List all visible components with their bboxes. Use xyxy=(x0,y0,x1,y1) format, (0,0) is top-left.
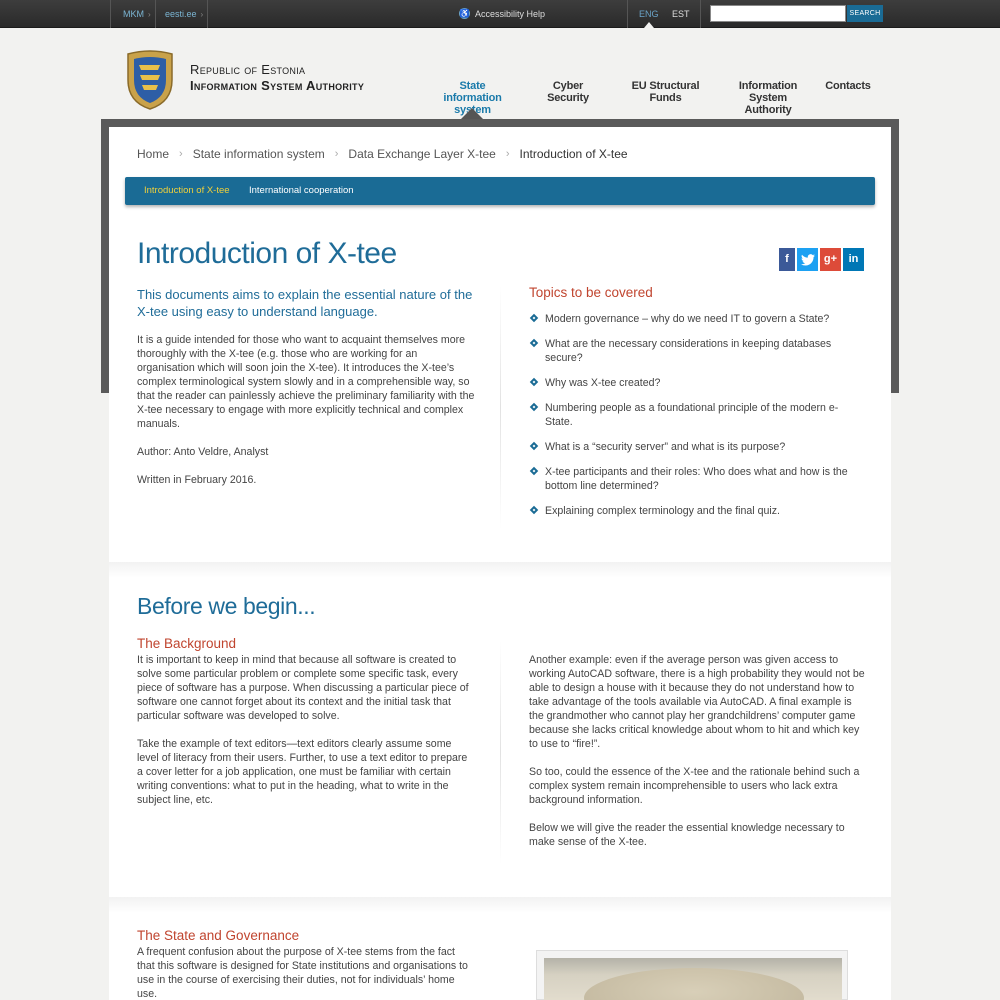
nav-eu-structural-funds[interactable] xyxy=(618,80,713,104)
topbar-link-mkm[interactable]: MKM › xyxy=(123,9,151,19)
lang-pointer xyxy=(644,22,654,28)
arrow-icon: › xyxy=(148,10,151,19)
state-paragraph-1: A frequent confusion about the purpose of X-tee stems from the fact that this software is designed for State institutions and organisations to use in the course of exercising their duties, not for individuals’ home use. xyxy=(137,946,468,1000)
breadcrumb-xtee[interactable]: Data Exchange Layer X-tee xyxy=(348,147,496,161)
nav-label: Information xyxy=(738,80,798,92)
arrow-icon: › xyxy=(200,10,204,19)
column-divider xyxy=(500,285,501,530)
nav-label: System Authority xyxy=(744,92,792,116)
breadcrumb xyxy=(137,147,628,161)
estonia-coat-of-arms-logo[interactable] xyxy=(122,50,178,110)
search-button[interactable]: SEARCH xyxy=(847,5,883,22)
diamond-bullet-icon xyxy=(530,378,538,386)
accessibility-label: Accessibility Help xyxy=(475,8,546,19)
topic-item: Explaining complex terminology and the final quiz. xyxy=(529,504,864,518)
topic-item: What is a “security server” and what is its purpose? xyxy=(529,440,864,454)
state-governance-title: The State and Governance xyxy=(137,928,300,943)
diamond-bullet-icon xyxy=(530,506,538,514)
topic-item: Modern governance – why do we need IT to govern a State? xyxy=(529,312,864,326)
topbar-divider xyxy=(155,0,156,28)
topic-item: What are the necessary considerations in keeping databases secure? xyxy=(529,337,864,365)
chevron-right-icon: › xyxy=(505,148,510,160)
search-input[interactable] xyxy=(710,5,846,22)
written-date: Written in February 2016. xyxy=(137,474,257,486)
topbar-divider xyxy=(627,0,628,28)
background-paragraph-4: So too, could the essence of the X-tee and the rationale behind such a complex system remain incomprehensible to users who lack extra background information. xyxy=(529,766,860,806)
accessibility-icon: ♿ xyxy=(459,9,470,18)
lang-eng[interactable]: ENG xyxy=(639,9,659,19)
subnav-introduction[interactable]: Introduction of X-tee xyxy=(144,185,230,196)
nav-label: EU Structural Funds xyxy=(631,80,700,104)
topic-item: Numbering people as a foundational principle of the modern e-State. xyxy=(529,401,864,429)
author-text: Author: Anto Veldre, Analyst xyxy=(137,446,269,458)
lang-est[interactable]: EST xyxy=(672,9,690,19)
twitter-share-icon[interactable] xyxy=(797,248,818,271)
diamond-bullet-icon xyxy=(530,442,538,450)
nav-label: Contacts xyxy=(825,80,871,92)
topbar-divider xyxy=(207,0,208,28)
before-title: Before we begin... xyxy=(137,593,316,619)
linkedin-share-icon[interactable]: in xyxy=(843,248,864,271)
sub-navigation xyxy=(125,177,875,205)
chevron-right-icon: › xyxy=(334,148,339,160)
subnav-international-cooperation[interactable]: International cooperation xyxy=(249,185,354,196)
diamond-bullet-icon xyxy=(530,314,538,322)
nav-label: State xyxy=(459,80,486,92)
nav-label: information system xyxy=(443,92,502,116)
nav-active-pointer xyxy=(461,108,483,119)
background-paragraph-2: Take the example of text editors—text editors clearly assume some level of literacy from their users. Further, to use a text editor to prepare a cover letter for a job application, one must be familiar with certain writing conventions: what to put in the heading, what to write in the subject line, etc. xyxy=(137,738,468,806)
nav-label: Cyber Security xyxy=(547,80,589,104)
diamond-bullet-icon xyxy=(530,403,538,411)
nav-cyber-security[interactable] xyxy=(532,80,604,104)
background-title: The Background xyxy=(137,636,237,651)
clay-tablet-image xyxy=(544,958,842,1000)
page-title: Introduction of X-tee xyxy=(137,237,397,270)
facebook-share-icon[interactable]: f xyxy=(779,248,795,271)
logo-text[interactable] xyxy=(190,62,364,93)
diamond-bullet-icon xyxy=(530,339,538,347)
topic-item: Why was X-tee created? xyxy=(529,376,864,390)
topbar-divider xyxy=(110,0,111,28)
breadcrumb-state-information-system[interactable]: State information system xyxy=(192,147,325,161)
logo-line1: Republic of Estonia xyxy=(190,62,306,77)
topbar-link-eesti[interactable]: eesti.ee › xyxy=(165,9,204,19)
background-paragraph-1: It is important to keep in mind that because all software is created to solve some particular problem or complete some specific task, every piece of software has a purpose. When discussing a particular piece of software one cannot forget about its context and the initial task that particular software was developed to solve. xyxy=(137,654,469,722)
breadcrumb-home[interactable]: Home xyxy=(137,147,170,161)
googleplus-share-icon[interactable]: g+ xyxy=(820,248,841,271)
section-separator xyxy=(109,897,891,913)
breadcrumb-current: Introduction of X-tee xyxy=(519,147,628,161)
top-bar xyxy=(0,0,1000,28)
lead-text: This documents aims to explain the essential nature of the X-tee using easy to understand language. xyxy=(137,287,473,319)
intro-paragraph: It is a guide intended for those who want to acquaint themselves more thoroughly with the X-tee (e.g. those who are working for an organisation which will soon join the X-tee). It introduces the X-tee’s complex terminological system slowly and in a comprehensible way, so that the reader can painlessly achieve the preliminary familiarity with the X-tee necessary to engage with more explicitly technical and complex manuals. xyxy=(137,334,475,430)
background-paragraph-5: Below we will give the reader the essential knowledge necessary to make sense of the X-tee. xyxy=(529,822,845,848)
nav-information-system-authority[interactable] xyxy=(725,80,811,116)
topic-item: X-tee participants and their roles: Who does what and how is the bottom line determined? xyxy=(529,465,864,493)
column-divider xyxy=(500,640,501,865)
topbar-divider xyxy=(700,0,701,28)
section-separator xyxy=(109,562,891,578)
nav-contacts[interactable] xyxy=(822,80,874,92)
accessibility-help-link[interactable] xyxy=(459,8,545,19)
chevron-right-icon: › xyxy=(179,148,183,160)
diamond-bullet-icon xyxy=(530,467,538,475)
tablet-shape xyxy=(584,968,804,1000)
topics-title: Topics to be covered xyxy=(529,285,653,300)
background-paragraph-3: Another example: even if the average person was given access to working AutoCAD software, there is a high probability they would not be able to design a house with it because they do not understand how to take advantage of the tools available via AutoCAD. A final example is the grandmother who cannot play her grandchildrens’ computer game because she lacks critical knowledge about whom to hit and which key to use to “fire!”. xyxy=(529,654,865,750)
logo-line2: Information System Authority xyxy=(190,78,365,93)
